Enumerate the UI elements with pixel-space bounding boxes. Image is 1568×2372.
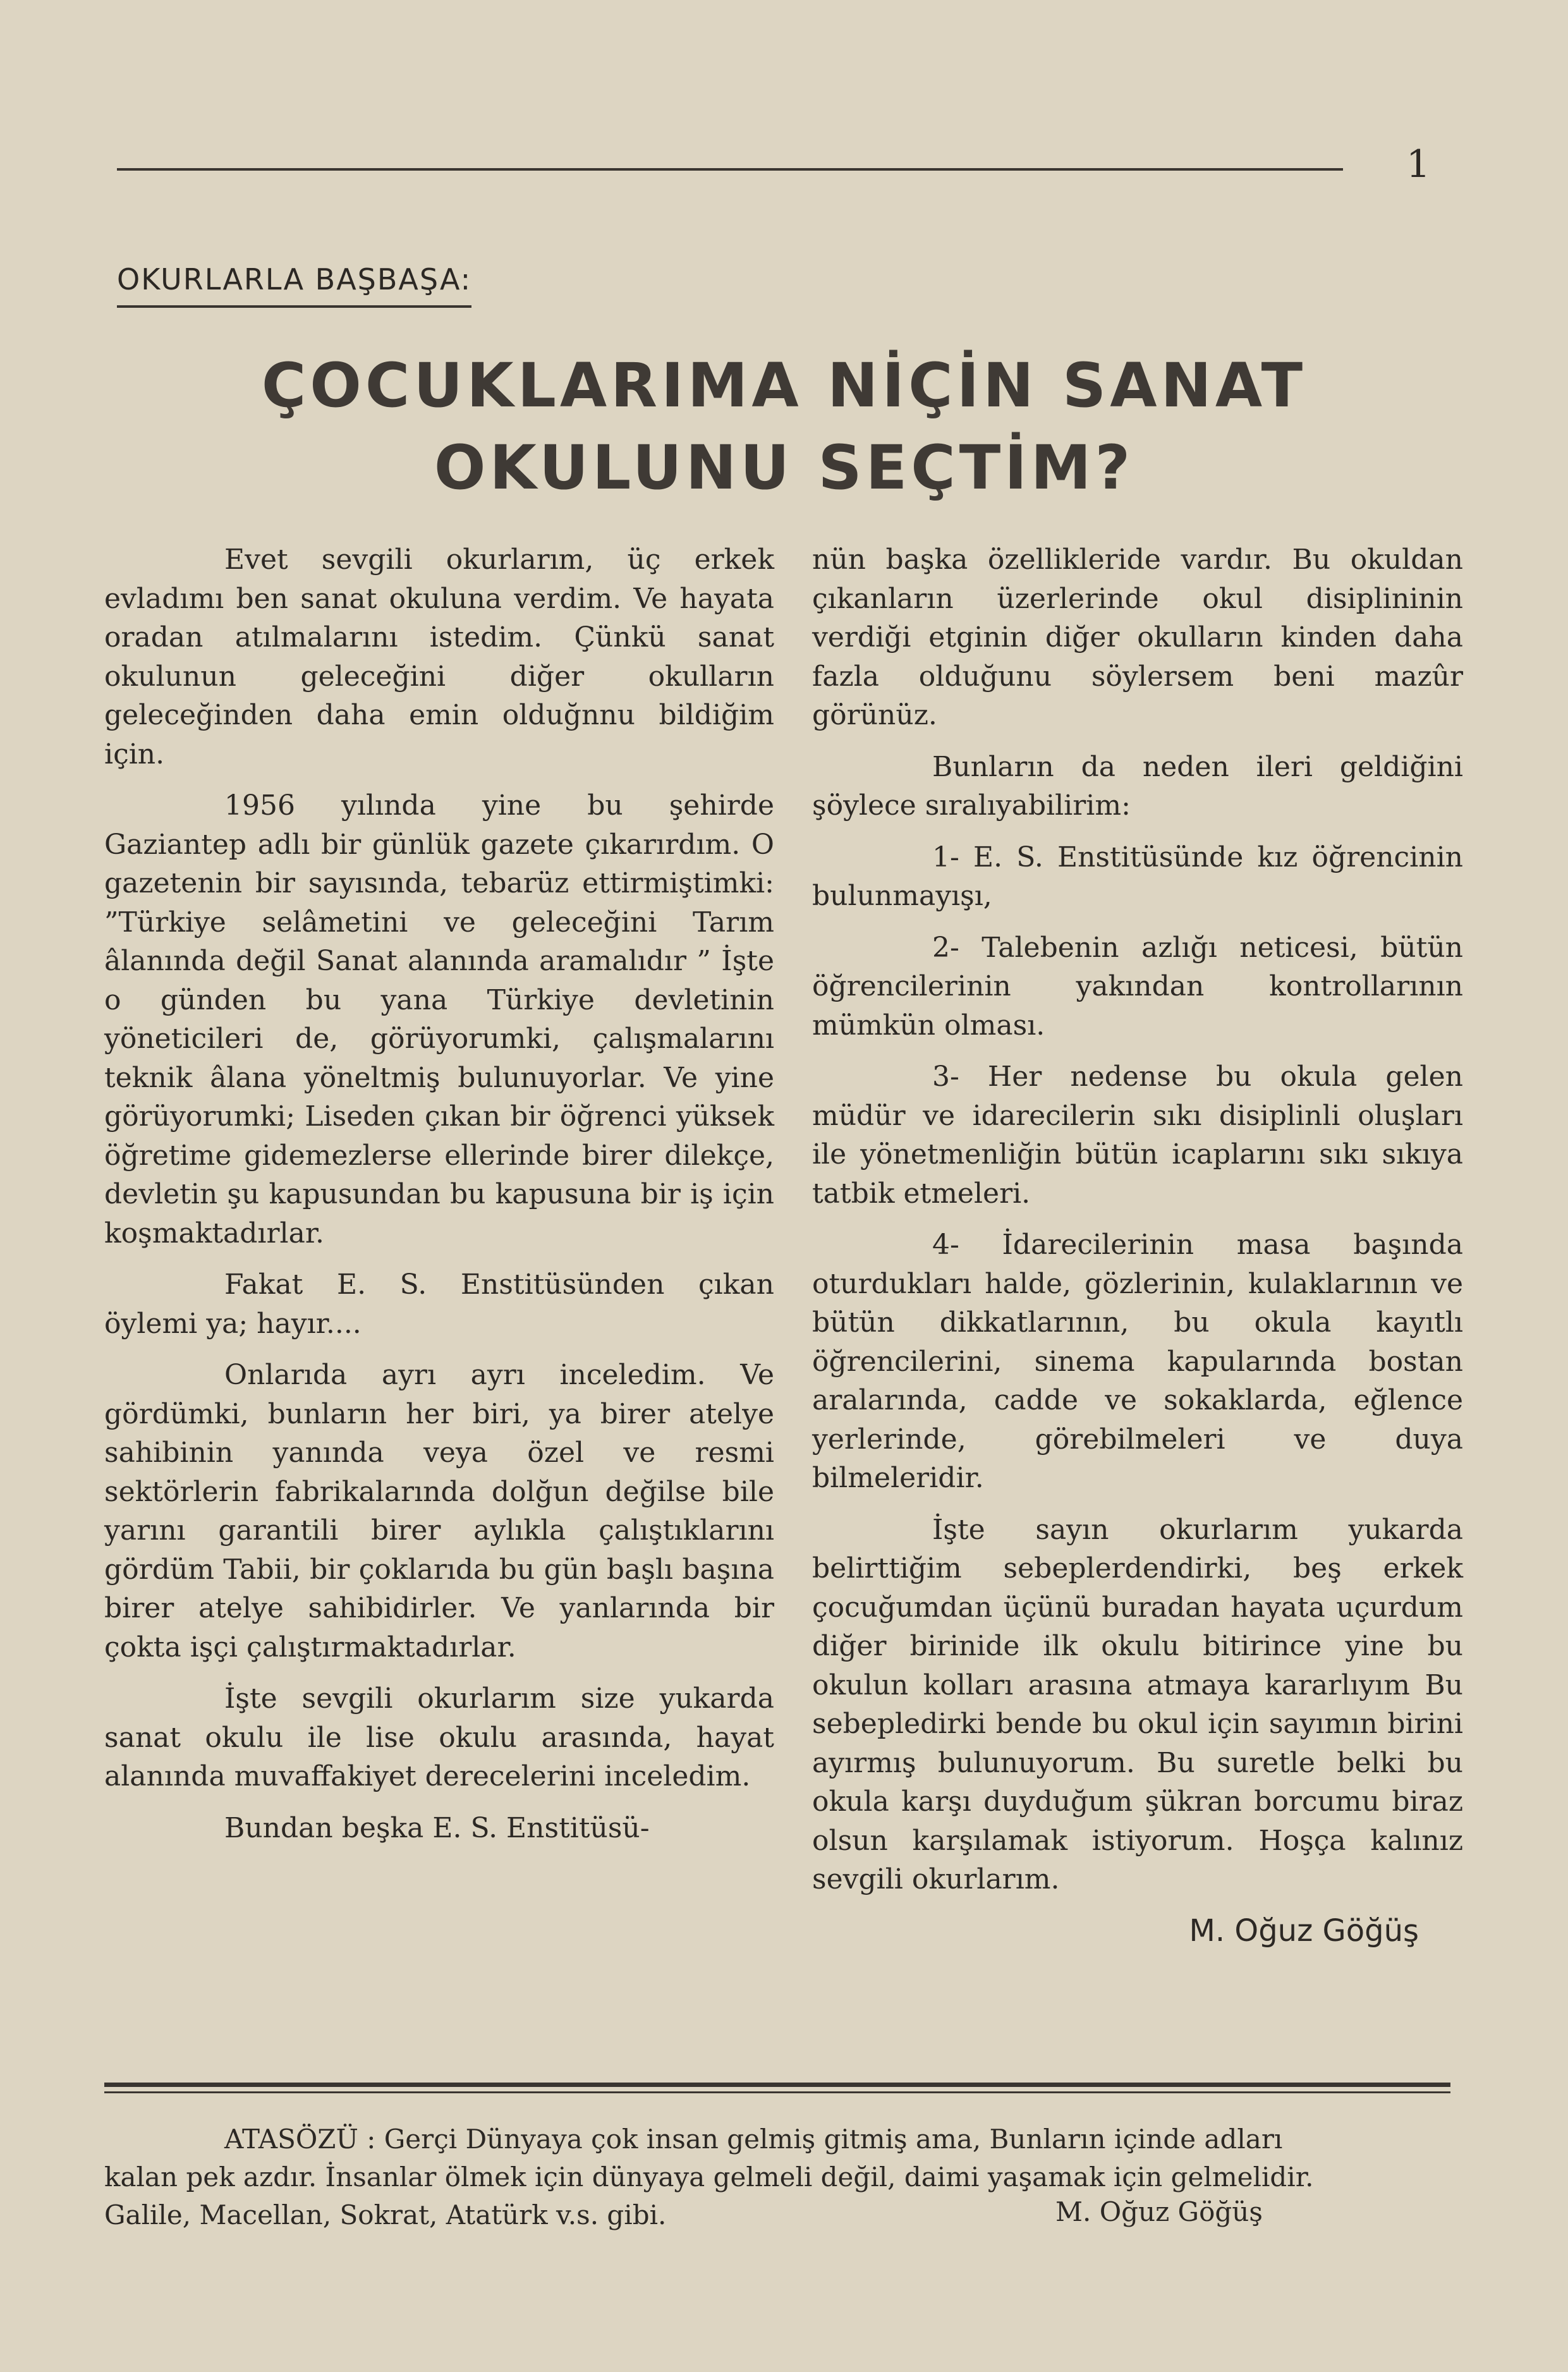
- footer-rule-thin: [104, 2091, 1450, 2093]
- list-item-4: 4- İdarecilerinin masa başında oturdukları halde, gözlerinin, kulaklarının ve bütün dikkatlarının, bu okula kayıtlı öğrencilerini, sinema kapularında bostan aralarında, cadde ve sokaklarda, eğlence yerlerinde, görebilmeleri ve duya bilmeleridir.: [812, 1229, 1463, 1494]
- page-number: 1: [1406, 142, 1431, 186]
- left-paragraph-4: Onlarıda ayrı ayrı inceledim. Ve gördümki, bunların her biri, ya birer atelye sahibinin yanında veya özel ve resmi sektörlerin fabrikalarında dolğun değilse bile yarını garantili birer aylıkla çalıştıklarını gördüm Tabii, bir çoklarıda bu gün başlı başına birer atelye sahibidirler. Ve yanlarında bir çokta işçi çalıştırmaktadırlar.: [104, 1359, 774, 1663]
- list-item-2: 2- Talebenin azlığı neticesi, bütün öğrencilerinin yakından kontrollarının mümkün olması.: [812, 931, 1463, 1042]
- section-label: OKURLARLA BAŞBAŞA:: [117, 262, 471, 308]
- header-rule: [117, 168, 1343, 171]
- article-title: [0, 344, 1568, 509]
- left-paragraph-2: 1956 yılında yine bu şehirde Gaziantep adlı bir günlük gazete çıkarırdım. O gazetenin bir sayısında, tebarüz ettirmiştimki: ”Türkiye selâmetini ve geleceğini Tarım âlanında değil Sanat alanında aramalıdır ” İşte o günden bu yana Türkiye devletinin yöneticileri de, görüyorumki, çalışmalarını teknik âlana yöneltmiş bulunuyorlar. Ve yine görüyorumki; Liseden çıkan bir öğrenci yüksek öğretime gidemezlerse ellerinde birer dilekçe, devletin şu kapusundan bu kapusuna bir iş için koşmaktadırlar.: [104, 789, 774, 1250]
- left-paragraph-6: Bundan beşka E. S. Enstitüsü-: [224, 1811, 650, 1844]
- right-continuation: nün başka özellikleride vardır. Bu okuldan çıkanların üzerlerinde okul disiplininin verdiği etginin diğer okulların kinden daha fazla olduğunu söylersem beni mazûr görünüz.: [812, 544, 1463, 731]
- list-item-1: 1- E. S. Enstitüsünde kız öğrencinin bulunmayışı,: [812, 841, 1463, 912]
- right-intro: Bunların da neden ileri geldiğini şöylece sıralıyabilirim:: [812, 750, 1463, 822]
- title-line-1: ÇOCUKLARIMA NİÇİN SANAT: [261, 350, 1307, 421]
- title-line-2: OKULUNU SEÇTİM?: [434, 432, 1134, 503]
- right-closing: İşte sayın okurlarım yukarda belirttiğim sebeplerdendirki, beş erkek çocuğumdan üçünü buradan hayata uçurdum diğer birinide ilk okulu bitirince yine bu okulun kolları arasına atmaya kararlıyım Bu sebepledirki bende bu okul için sayımın birini ayırmış bulunuyorum. Bu suretle belki bu okula karşı duyduğum şükran borcumu biraz olsun karşılamak istiyorum. Hoşça kalınız sevgili okurlarım.: [812, 1513, 1463, 1895]
- proverb-signature: M. Oğuz Göğüş: [1055, 2196, 1263, 2227]
- left-paragraph-3: Fakat E. S. Enstitüsünden çıkan öylemi ya; hayır....: [104, 1268, 774, 1340]
- right-column: [812, 540, 1463, 1963]
- author-signature: M. Oğuz Göğüş: [1189, 1913, 1419, 1949]
- proverb-line-2: kalan pek azdır. İnsanlar ölmek için dünyaya gelmeli değil, daimi yaşamak için gelmelidir.: [104, 2162, 1314, 2193]
- list-item-3: 3- Her nedense bu okula gelen müdür ve idarecilerin sıkı disiplinli oluşları ile yönetmenliğin bütün icaplarını sıkı sıkıya tatbik etmeleri.: [812, 1061, 1463, 1210]
- left-paragraph-1: Evet sevgili okurlarım, üç erkek evladımı ben sanat okuluna verdim. Ve hayata oradan atılmalarını istedim. Çünkü sanat okulunun geleceğini diğer okulların geleceğinden daha emin olduğnnu bildiğim için.: [104, 544, 774, 770]
- left-paragraph-5: İşte sevgili okurlarım size yukarda sanat okulu ile lise okulu arasında, hayat alanında muvaffakiyet derecelerini inceledim.: [104, 1682, 774, 1792]
- proverb-line-3: Galile, Macellan, Sokrat, Atatürk v.s. gibi.: [104, 2199, 667, 2230]
- left-column: [104, 540, 774, 1860]
- footer-rule-thick: [104, 2083, 1450, 2087]
- proverb-line-1: ATASÖZÜ : Gerçi Dünyaya çok insan gelmiş gitmiş ama, Bunların içinde adları: [224, 2124, 1283, 2155]
